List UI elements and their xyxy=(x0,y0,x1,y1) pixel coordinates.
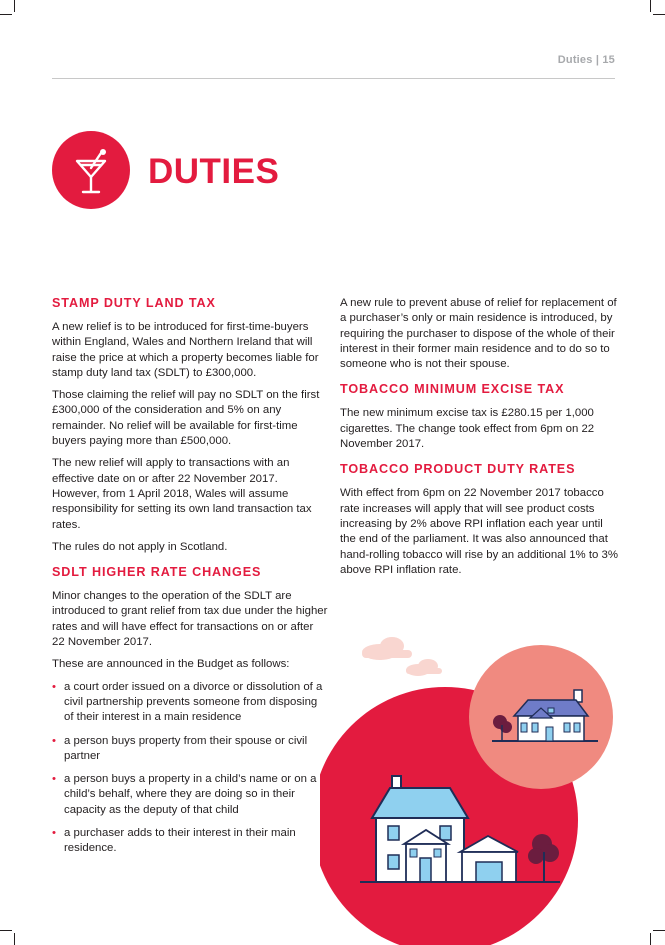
paragraph: Minor changes to the operation of the SDLT are introduced to grant relief from tax due under the higher rates and will have effect for transactions on or after 22 November 2017. xyxy=(52,590,328,649)
list-item: • a person buys property from their spouse or civil partner xyxy=(52,734,328,765)
crop-mark xyxy=(0,14,12,15)
crop-mark xyxy=(14,933,15,945)
paragraph: Those claiming the relief will pay no SDLT on the first £300,000 of the consideration and 5% on any remainder. No relief will be available for first-time buyers paying more than £500,000. xyxy=(52,389,320,448)
page-number: Duties | 15 xyxy=(557,54,615,66)
crop-mark xyxy=(653,14,665,15)
houses-illustration xyxy=(320,630,665,945)
list-item: • a court order issued on a divorce or dissolution of a civil partnership prevents someone from disposing of their interest in a main residence xyxy=(52,680,328,726)
section-heading-stamp-duty: STAMP DUTY LAND TAX xyxy=(52,296,216,310)
section-heading-tobacco-rates: TOBACCO PRODUCT DUTY RATES xyxy=(340,462,576,477)
paragraph: The rules do not apply in Scotland. xyxy=(52,540,228,553)
section-heading-tobacco-minimum: TOBACCO MINIMUM EXCISE TAX xyxy=(340,382,565,397)
right-column xyxy=(340,296,618,585)
cocktail-glass-icon xyxy=(52,131,130,209)
list-item: • a person buys a property in a child’s name or on a child’s behalf, where they are doing so in their capacity as the deputy of that child xyxy=(52,772,328,818)
paragraph: The new relief will apply to transactions with an effective date on or after 22 November 2017. However, from 1 April 2018, Wales will assume responsibility for setting its own land transaction tax rates. xyxy=(52,457,312,531)
page-title: DUTIES xyxy=(148,152,280,191)
crop-mark xyxy=(650,0,651,12)
bullet-list xyxy=(52,680,328,857)
paragraph: A new rule to prevent abuse of relief for replacement of a purchaser’s only or main residence is introduced, by requiring the purchaser to dispose of the whole of their interest in their former main residence and to do so to someone who is not their spouse. xyxy=(340,297,617,371)
left-column xyxy=(52,296,328,865)
paragraph: These are announced in the Budget as follows: xyxy=(52,658,290,671)
crop-mark xyxy=(0,930,12,931)
section-heading-sdlt-higher: SDLT HIGHER RATE CHANGES xyxy=(52,565,262,580)
paragraph: A new relief is to be introduced for first-time-buyers within England, Wales and Northern Ireland that will raise the price at which a property becomes liable for stamp duty land tax (SDLT) to £300,000. xyxy=(52,321,319,379)
crop-mark xyxy=(14,0,15,12)
list-item: • a purchaser adds to their interest in their main residence. xyxy=(52,826,328,857)
header-rule xyxy=(52,78,615,79)
paragraph: The new minimum excise tax is £280.15 per 1,000 cigarettes. The change took effect from 6pm on 22 November 2017. xyxy=(340,407,595,451)
paragraph: With effect from 6pm on 22 November 2017 tobacco rate increases will apply that will see product costs increasing by 2% above RPI inflation each year until the end of the parliament. It was also announced that hand-rolling tobacco will rise by an additional 1% to 3% above RPI inflation rate. xyxy=(340,487,618,576)
